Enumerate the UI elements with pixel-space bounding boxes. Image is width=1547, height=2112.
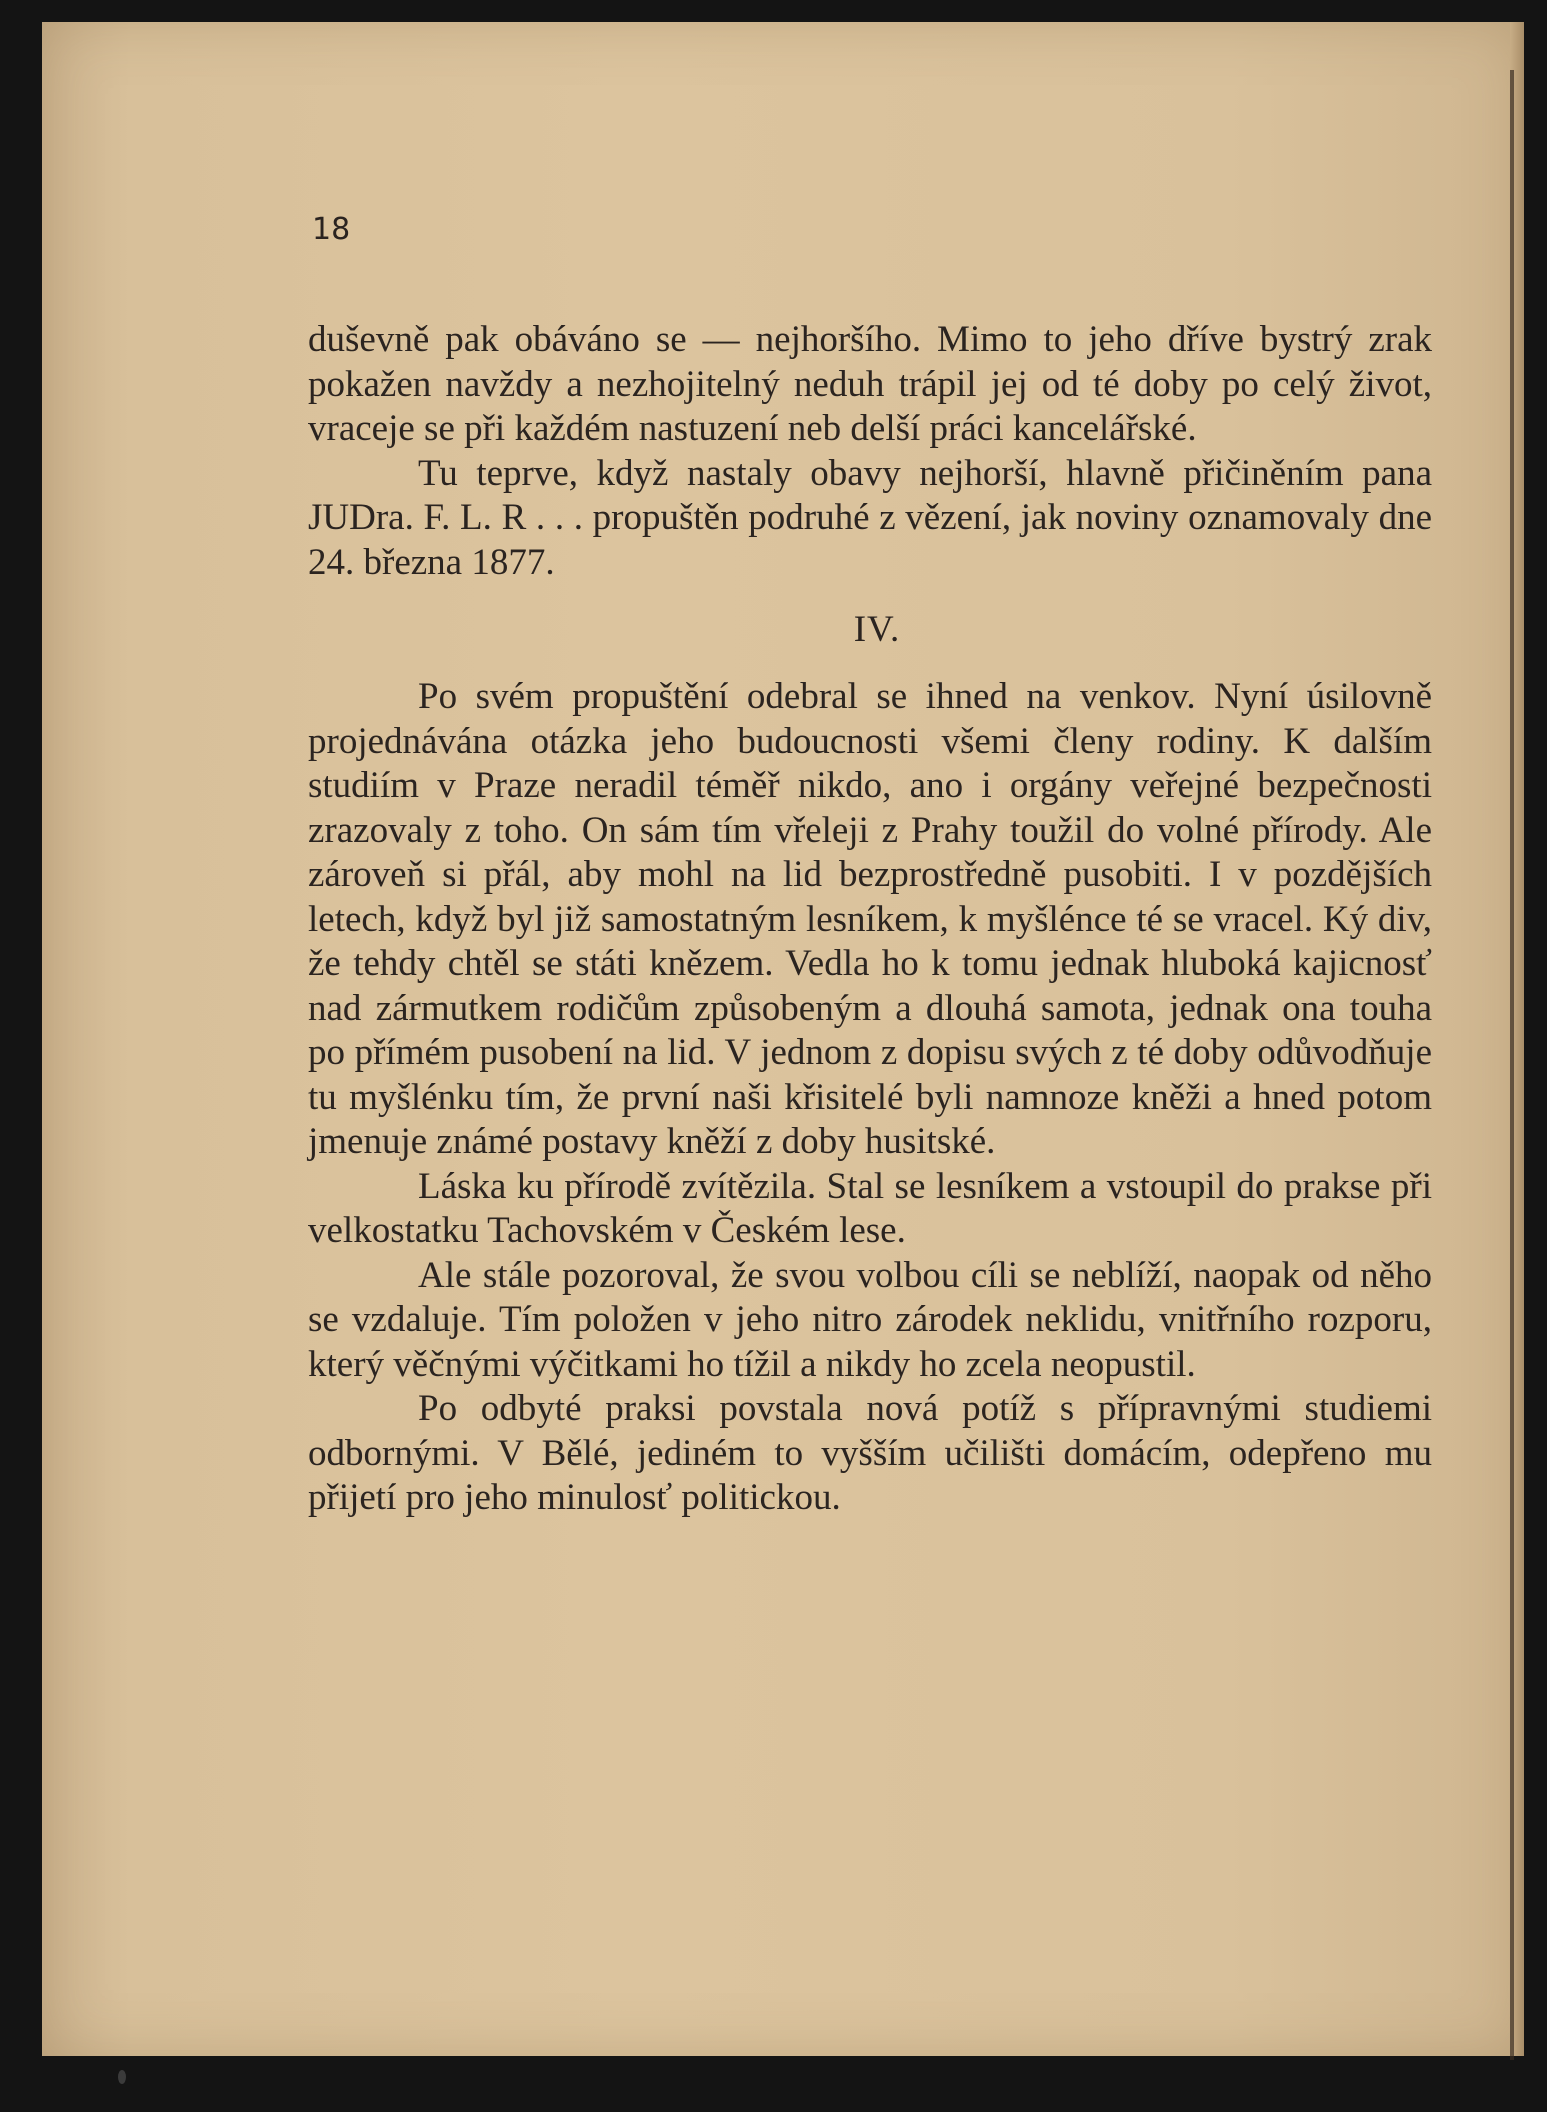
page-gutter-line <box>1510 70 1514 2060</box>
page-number: 18 <box>312 212 351 247</box>
paragraph-1: duševně pak obáváno se — nejhoršího. Mimo to jeho dříve bystrý zrak pokažen navždy a nezhojitelný neduh trápil jej od té doby po celý život, vraceje se při každém nastuzení neb delší práci kancelářské. <box>308 319 1432 449</box>
section-paragraph-1: Po svém propuštění odebral se ihned na venkov. Nyní úsilovně projednávána otázka jeho budoucnosti všemi členy rodiny. K dalším studiím v Praze neradil téměř nikdo, ano i orgány veřejné bezpečnosti zrazovaly z toho. On sám tím vřeleji z Prahy toužil do volné přírody. Ale zároveň si přál, aby mohl na lid bezprostředně pusobiti. I v pozdějších letech, když byl již samostatným lesníkem, k myšlénce té se vracel. Ký div, že tehdy chtěl se státi knězem. Vedla ho k tomu jednak hluboká kajicnosť nad zármutkem rodičům způsobeným a dlouhá samota, jednak ona touha po přímém pusobení na lid. V jednom z dopisu svých z té doby odůvodňuje tu myšlénku tím, že první naši křisitelé byli namnoze kněži a hned potom jmenuje známé postavy kněží z doby husitské. <box>308 676 1432 1162</box>
body-text <box>308 318 1432 1521</box>
paragraph-2: Tu teprve, když nastaly obavy nejhorší, hlavně přičiněním pana JUDra. F. L. R . . . propuštěn podruhé z vězení, jak noviny oznamovaly dne 24. března 1877. <box>308 452 1432 583</box>
section-paragraph-4: Po odbyté praksi povstala nová potíž s přípravnými studiemi odbornými. V Bělé, jediném to vyšším učilišti domácím, odepřeno mu přijetí pro jeho minulosť politickou. <box>308 1388 1432 1518</box>
section-heading: IV. <box>853 609 901 650</box>
scan-speck <box>118 2070 126 2084</box>
section-paragraph-2: Láska ku přírodě zvítězila. Stal se lesníkem a vstoupil do prakse při velkostatku Tachovském v Českém lese. <box>308 1165 1432 1251</box>
section-paragraph-3: Ale stále pozoroval, že svou volbou cíli se neblíží, naopak od něho se vzdaluje. Tím položen v jeho nitro zárodek neklidu, vnitřního rozporu, který věčnými výčitkami ho tížil a nikdy ho zcela neopustil. <box>308 1254 1432 1385</box>
